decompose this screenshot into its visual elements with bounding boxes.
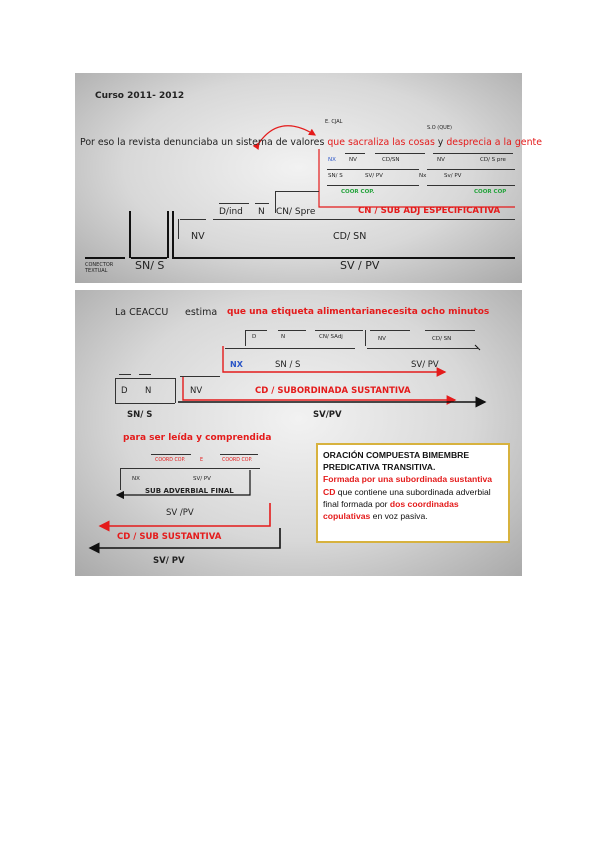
small-cd: CD/ SN	[432, 336, 452, 342]
tag-sn-s: SN/ S	[135, 259, 165, 272]
slide-1	[75, 73, 542, 283]
small-d: D	[252, 334, 257, 340]
tag-nv-main: NV	[191, 231, 205, 242]
final-clause: para ser leída y comprendida	[123, 433, 272, 443]
small-cn: CN/ SAdj	[319, 334, 343, 340]
slide-2	[75, 290, 522, 576]
tag-sv-pv: SV/PV	[313, 410, 342, 420]
box-black-2: en voz pasiva.	[370, 511, 428, 522]
tag-sn-s: SN/ S	[127, 410, 153, 420]
tag-nv: NV	[190, 386, 203, 396]
tag-conector: CONECTOR TEXTUAL	[85, 262, 114, 274]
tag-sv-pv-inner: SV/ PV	[411, 360, 439, 370]
tag-sn-s-small: SN/ S	[328, 173, 343, 179]
box-title: ORACIÓN COMPUESTA BIMEMBRE PREDICATIVA TRANSITIVA.	[323, 450, 470, 473]
subject-note: S.O (QUE)	[427, 125, 452, 131]
sub-clause-2: necesita ocho minutos	[375, 307, 490, 317]
tag-sv-pv-2: SV /PV	[166, 508, 194, 518]
tag-sv-pv-1: SV/ PV	[365, 173, 383, 179]
small-n: N	[281, 334, 286, 340]
tag-nx: NX	[230, 360, 243, 369]
tag-sub-adv: SUB ADVERBIAL FINAL	[145, 487, 234, 495]
tag-nv-1: NV	[349, 157, 357, 163]
tag-cn-sub: CN / SUB ADJ ESPECIFICATIVA	[358, 206, 501, 216]
relative-clause-2: desprecia a la gente	[446, 137, 542, 148]
tag-n: N	[258, 207, 265, 217]
tag-cd-sub-sust: CD / SUB SUSTANTIVA	[117, 532, 222, 542]
tag-nx-2: Nx	[419, 173, 427, 179]
tag-nx-2: NX	[132, 476, 140, 482]
coord-1: COORD COP.	[155, 458, 186, 463]
tag-d: D	[121, 386, 128, 396]
box-red-2: dos coordinadas copulativas	[323, 498, 459, 522]
tag-nv-2: NV	[437, 157, 445, 163]
tag-sv-pv-3: SV/ PV	[153, 556, 185, 566]
tag-sv-pv-2: Sv/ PV	[444, 173, 462, 179]
e-mark: E	[200, 458, 204, 463]
tag-cd-spre: CD/ S pre	[480, 157, 506, 163]
tag-cn-spre: CN/ Spre	[276, 207, 316, 217]
relative-clause-1: que sacraliza las cosas	[327, 137, 435, 148]
tag-nx: NX	[328, 157, 336, 163]
coord-2: COORD COP.	[222, 458, 253, 463]
tag-sn-s-inner: SN / S	[275, 360, 301, 370]
antecedent-note: E. CJAL	[325, 119, 343, 125]
verb-text: estima	[185, 307, 218, 318]
sentence-conjunction: y	[434, 137, 447, 148]
tag-coor-1: COOR COP.	[341, 189, 375, 195]
tag-cd-sn: CD/ SN	[333, 231, 367, 242]
course-label: Curso 2011- 2012	[95, 91, 185, 101]
box-body	[323, 473, 503, 522]
explanation-box	[316, 443, 510, 543]
tag-n: N	[145, 386, 152, 396]
box-black-1: que contiene una subordinada adverbial final formada por	[323, 486, 491, 509]
tag-cd-sn-small: CD/SN	[382, 157, 400, 163]
subject-text: La CEACCU	[115, 307, 169, 318]
sub-clause-1: que una etiqueta alimentaria	[227, 307, 376, 317]
sentence-main: Por eso la revista denunciaba un sistema de valores	[80, 137, 328, 148]
tag-coor-2: COOR COP	[474, 189, 507, 195]
tag-sv-pv-small: SV/ PV	[193, 476, 211, 482]
tag-cd-sub: CD / SUBORDINADA SUSTANTIVA	[255, 386, 411, 396]
tag-dind: D/ind	[219, 207, 243, 217]
small-nv: NV	[378, 336, 386, 342]
tag-sv-pv-main: SV / PV	[340, 259, 380, 272]
box-red-1: Formada por una subordinada sustantiva CD	[323, 474, 493, 497]
sentence-line	[80, 137, 542, 148]
